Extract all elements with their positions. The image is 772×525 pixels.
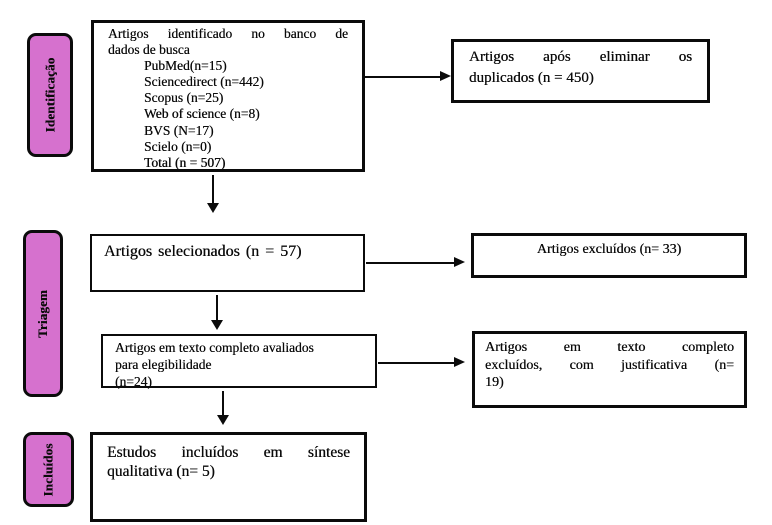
stage-screening — [23, 230, 63, 397]
database-count-scopus: Scopus (n=25) — [144, 90, 224, 106]
box-fulltext-assessed — [101, 334, 377, 388]
stage-included — [23, 432, 74, 507]
arrow-identified-to-dedup-icon — [365, 76, 440, 78]
box-articles-identified — [91, 20, 365, 172]
stage-identification-label: Identificação — [42, 57, 57, 133]
box-after-duplicates-removed — [451, 39, 710, 103]
database-count-bvs: BVS (N=17) — [144, 122, 214, 138]
box-articles-selected — [90, 234, 365, 292]
box-fulltext-assessed-line1: Artigos em texto completo avaliados — [115, 340, 314, 355]
arrow-identified-to-selected-icon — [212, 175, 214, 203]
box-articles-excluded — [471, 233, 747, 278]
box-fulltext-excluded-line1: Artigos em texto completo — [485, 340, 734, 355]
box-studies-included-line1: Estudos incluídos em síntese — [107, 444, 350, 461]
box-fulltext-assessed-line3: (n=24) — [115, 374, 152, 389]
box-studies-included-line2: qualitativa (n= 5) — [107, 463, 215, 480]
box-fulltext-assessed-line2: para elegibilidade — [115, 357, 212, 372]
arrow-selected-to-fulltext-icon — [216, 295, 218, 320]
database-count-pubmed: PubMed(n=15) — [144, 58, 227, 74]
stage-included-label: Incluídos — [40, 442, 56, 497]
stage-screening-label: Triagem — [35, 289, 50, 338]
box-after-duplicates-line1: Artigos após eliminar os — [469, 49, 692, 65]
arrow-fulltext-to-ftexcluded-icon — [378, 362, 454, 364]
box-fulltext-excluded — [472, 331, 747, 408]
box-articles-identified-title-line1: Artigos identificado no banco de — [108, 26, 348, 41]
box-after-duplicates-line2: duplicados (n = 450) — [469, 70, 594, 86]
box-studies-included — [90, 432, 367, 522]
box-fulltext-excluded-line2: excluídos, com justificativa (n= — [485, 357, 734, 373]
box-articles-identified-title-line2: dados de busca — [108, 42, 190, 58]
box-articles-selected-text: Artigos selecionados (n = 57) — [104, 243, 302, 260]
box-articles-excluded-text: Artigos excluídos (n= 33) — [536, 242, 682, 257]
database-count-webofscience: Web of science (n=8) — [144, 106, 260, 122]
database-count-total: Total (n = 507) — [144, 154, 226, 170]
arrow-fulltext-to-included-icon — [222, 391, 224, 415]
database-count-sciencedirect: Sciencedirect (n=442) — [144, 74, 264, 90]
arrow-selected-to-excluded-icon — [366, 262, 454, 264]
database-count-scielo: Scielo (n=0) — [144, 138, 212, 154]
box-fulltext-excluded-line3: 19) — [485, 375, 504, 391]
stage-identification — [27, 33, 73, 157]
